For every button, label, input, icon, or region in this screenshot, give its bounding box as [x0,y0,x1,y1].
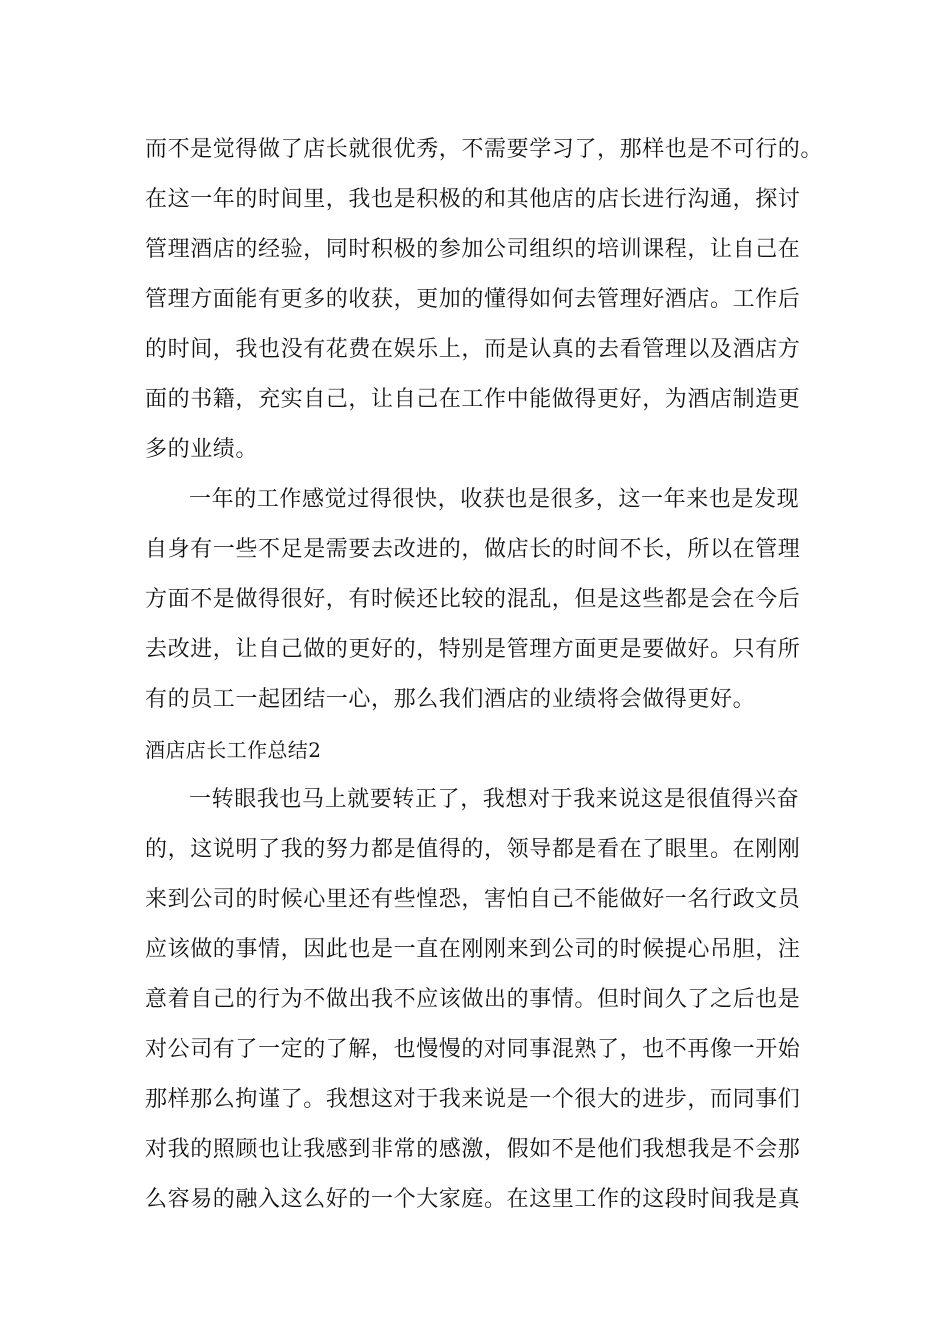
text-line: 自身有一些不足是需要去改进的，做店长的时间不长，所以在管理 [145,537,801,562]
text-line: 的，这说明了我的努力都是值得的，领导都是看在了眼里。在刚刚 [145,837,801,862]
section-heading: 酒店店长工作总结2 [145,738,322,762]
text-line: 方面不是做得很好，有时候还比较的混乱，但是这些都是会在今后 [145,587,801,612]
text-line: 的时间，我也没有花费在娱乐上，而是认真的去看管理以及酒店方 [145,337,801,362]
text-line: 去改进，让自己做的更好的，特别是管理方面更是要做好。只有所 [145,637,801,662]
text-line: 么容易的融入这么好的一个大家庭。在这里工作的这段时间我是真 [145,1187,801,1212]
text-line: 而不是觉得做了店长就很优秀，不需要学习了，那样也是不可行的。 [145,137,824,162]
text-line: 那样那么拘谨了。我想这对于我来说是一个很大的进步，而同事们 [145,1087,801,1112]
text-line: 在这一年的时间里，我也是积极的和其他店的店长进行沟通，探讨 [145,187,801,212]
text-line: 一转眼我也马上就要转正了，我想对于我来说这是很值得兴奋 [189,787,800,812]
text-line: 对我的照顾也让我感到非常的感激，假如不是他们我想我是不会那 [145,1137,801,1162]
text-line: 有的员工一起团结一心，那么我们酒店的业绩将会做得更好。 [145,687,756,712]
text-line: 管理方面能有更多的收获，更加的懂得如何去管理好酒店。工作后 [145,287,801,312]
text-line: 来到公司的时候心里还有些惶恐，害怕自己不能做好一名行政文员 [145,887,801,912]
text-line: 管理酒店的经验，同时积极的参加公司组织的培训课程，让自己在 [145,237,801,262]
text-line: 多的业绩。 [145,437,259,462]
text-line: 对公司有了一定的了解，也慢慢的对同事混熟了，也不再像一开始 [145,1037,801,1062]
text-line: 一年的工作感觉过得很快，收获也是很多，这一年来也是发现 [189,487,800,512]
text-line: 应该做的事情，因此也是一直在刚刚来到公司的时候提心吊胆，注 [145,937,801,962]
text-line: 面的书籍，充实自己，让自己在工作中能做得更好，为酒店制造更 [145,387,801,412]
text-line: 意着自己的行为不做出我不应该做出的事情。但时间久了之后也是 [145,987,801,1012]
